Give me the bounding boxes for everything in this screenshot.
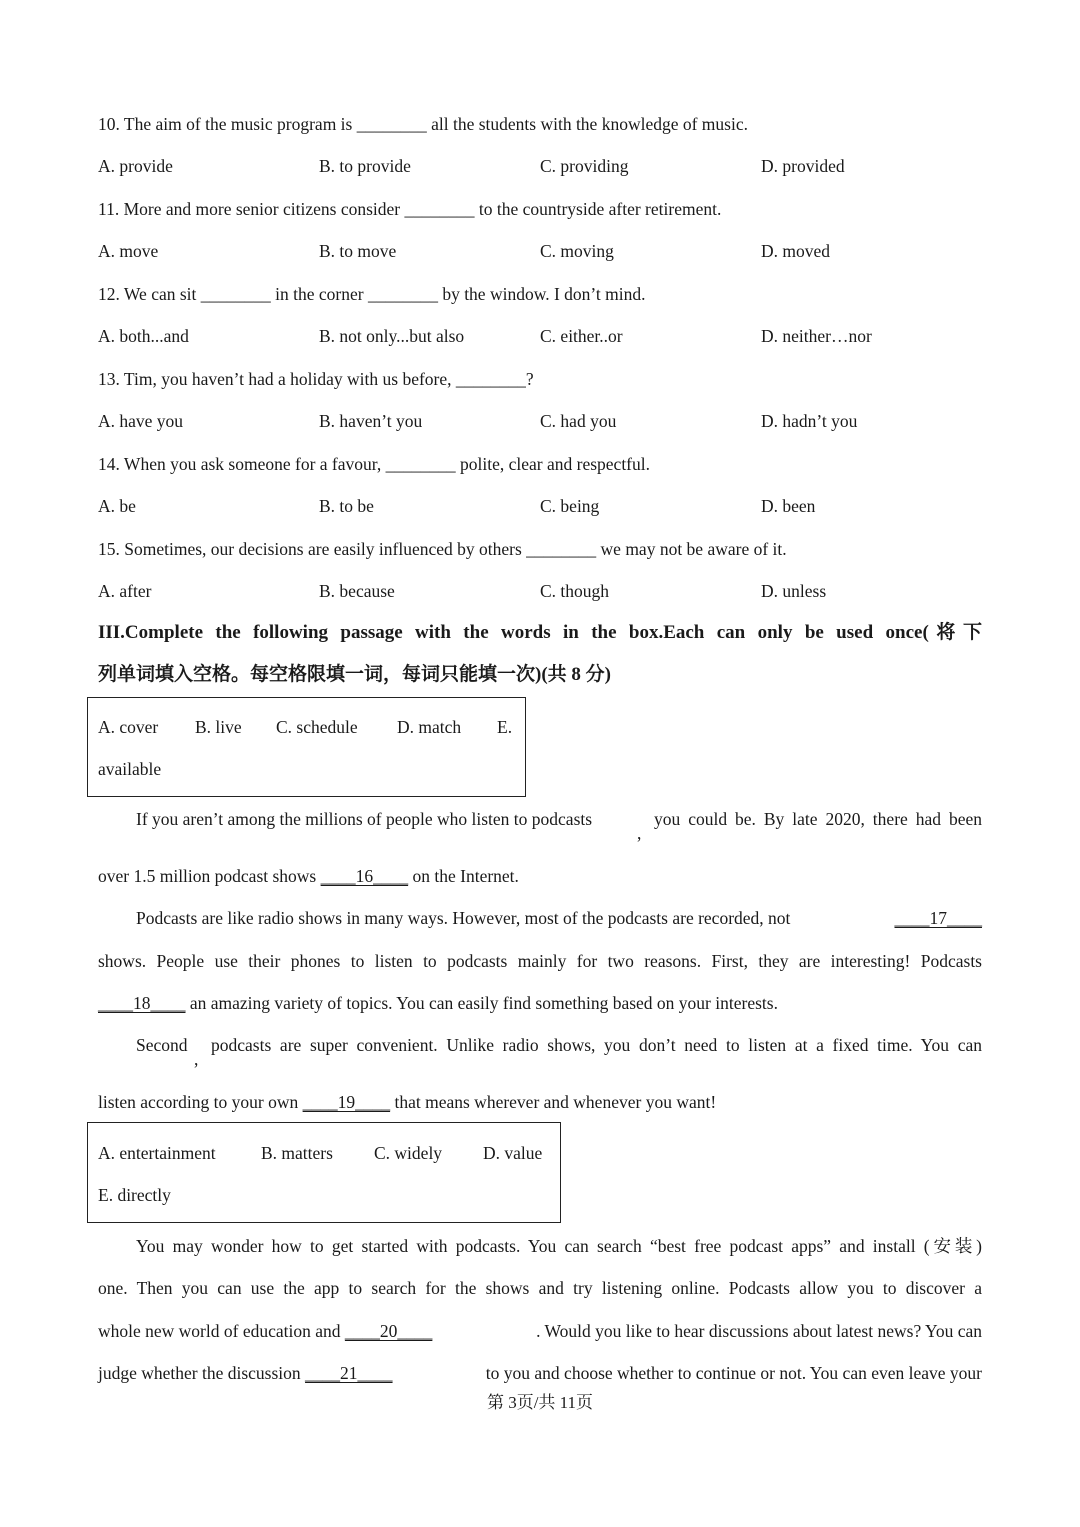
blank-18[interactable]: ____18____ [98,993,186,1013]
q11-option-a: A. move [98,241,159,261]
q12-option-c: C. either..or [540,326,623,346]
section-3-heading-line1: III.Complete the following passage with the words in the box.Each can only be used once(将下 [98,622,982,643]
word-box-2-item-e: E. directly [98,1185,171,1205]
q12-option-a: A. both...and [98,326,189,346]
q14-option-b: B. to be [319,496,374,516]
question-10-stem: 10. The aim of the music program is ________ all the students with the knowledge of music. [98,114,748,134]
word-box-1-item-d: D. match [397,717,462,737]
blank-21[interactable]: ____21____ [305,1363,393,1383]
passage-p1-line1-b: you could be. By late 2020, there had been [654,809,982,829]
word-box-2-item-a: A. entertainment [98,1143,216,1163]
blank-20[interactable]: ____20____ [344,1321,433,1341]
blank-17[interactable]: ____17____ [894,908,982,928]
passage-p1-line1-a: If you aren’t among the millions of people who listen to podcasts [136,809,593,829]
passage-p2-line3: ____18____ an amazing variety of topics. You can easily find something based on your interests. [98,993,778,1013]
q10-option-d: D. provided [761,156,845,176]
word-box-1-item-e-wrap: available [98,759,162,779]
passage-p4-line3: whole new world of education and ____20____ . Would you like to hear discussions about latest news? You can [98,1321,982,1341]
word-box-1 [87,697,526,797]
q11-option-d: D. moved [761,241,831,261]
blank-19[interactable]: ____19____ [302,1092,391,1112]
word-box-2-item-d: D. value [483,1143,543,1163]
q15-option-a: A. after [98,581,152,601]
word-box-2 [87,1122,561,1223]
q10-option-a: A. provide [98,156,173,176]
blank-16[interactable]: ____16____ [320,866,409,886]
passage-p3-line1-a: Second [136,1035,188,1055]
section-3-heading-line2: 列单词填入空格。每空格限填一词，每词只能填一次)(共 8 分) [98,664,611,685]
q15-option-b: B. because [319,581,395,601]
passage-p1-comma: , [637,823,642,843]
q13-option-b: B. haven’t you [319,411,423,431]
question-14-stem: 14. When you ask someone for a favour, ________ polite, clear and respectful. [98,454,651,474]
word-box-1-item-c: C. schedule [276,717,358,737]
passage-p3-line2: listen according to your own ____19____ that means wherever and whenever you want! [98,1092,717,1112]
word-box-2-item-b: B. matters [261,1143,333,1163]
q15-option-d: D. unless [761,581,827,601]
passage-p3-comma: , [194,1049,199,1069]
question-13-stem: 13. Tim, you haven’t had a holiday with us before, ________? [98,369,534,389]
q11-option-c: C. moving [540,241,614,261]
question-11-stem: 11. More and more senior citizens consider ________ to the countryside after retirement. [98,199,722,219]
q10-option-b: B. to provide [319,156,411,176]
word-box-1-item-a: A. cover [98,717,159,737]
passage-p4-line1: You may wonder how to get started with podcasts. You can search “best free podcast apps” and install (安装) [136,1236,982,1256]
passage-p2-line1: Podcasts are like radio shows in many ways. However, most of the podcasts are recorded, not ____17____ [136,908,982,928]
q13-option-d: D. hadn’t you [761,411,858,431]
question-12-stem: 12. We can sit ________ in the corner ________ by the window. I don’t mind. [98,284,646,304]
q15-option-c: C. though [540,581,610,601]
passage-p4-line2: one. Then you can use the app to search for the shows and try listening online. Podcasts allow you to discover a [98,1278,982,1298]
q14-option-d: D. been [761,496,816,516]
word-box-2-item-c: C. widely [374,1143,443,1163]
q14-option-c: C. being [540,496,600,516]
word-box-1-item-b: B. live [195,717,242,737]
word-box-1-item-e: E. [497,717,513,737]
passage-p3-line1-b: podcasts are super convenient. Unlike radio shows, you don’t need to listen at a fixed time. You can [211,1035,982,1055]
page-number-footer: 第 3页/共 11页 [486,1393,594,1412]
passage-p4-line4: judge whether the discussion ____21____ to you and choose whether to continue or not. You can even leave your [98,1363,982,1383]
q14-option-a: A. be [98,496,136,516]
q10-option-c: C. providing [540,156,629,176]
q12-option-d: D. neither…nor [761,326,872,346]
q13-option-c: C. had you [540,411,617,431]
question-15-stem: 15. Sometimes, our decisions are easily influenced by others ________ we may not be aware of it. [98,539,787,559]
q11-option-b: B. to move [319,241,397,261]
q12-option-b: B. not only...but also [319,326,465,346]
passage-p2-line2: shows. People use their phones to listen to podcasts mainly for two reasons. First, they are interesting! Podcasts [98,951,982,971]
q13-option-a: A. have you [98,411,184,431]
passage-p1-line2: over 1.5 million podcast shows ____16____ on the Internet. [98,866,519,886]
